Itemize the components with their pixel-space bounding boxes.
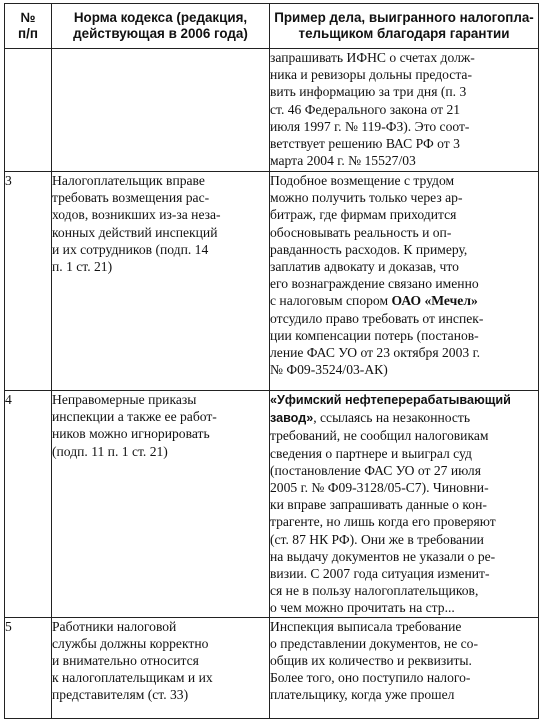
row-num-cell: 3 — [5, 172, 52, 391]
company-name-bold-cont: завод» — [270, 411, 314, 426]
row-norm-cell: Налогоплательщик вправе требовать возмещения рас- ходов, возникших из-за неза- конных действий инспекций и их сотрудников (подп. 14 п. 1 ст. 21) — [52, 172, 270, 391]
example-line-with-bold: с налоговым спором ОАО «Мечел» — [270, 293, 478, 309]
row-example-cell: Подобное возмещение с трудом можно получить только через ар- битраж, где фирмам приходится обосновывать реальность и оп- равданность расходов. К примеру, заплатив адвокату и доказав, что его вознаграждение связано именно с налоговым спором ОАО «Мечел» отсудило право требовать от инспек- ции компенсации потерь (постанов- ление ФАС УО от 23 октября 2003 г. № Ф09-3524/03-АК) — [270, 172, 539, 391]
row-num-cell: 5 — [5, 617, 52, 718]
row-num-cell: 4 — [5, 391, 52, 618]
row-norm-cell — [52, 49, 270, 172]
company-name-bold: «Уфимский нефтеперерабатывающий — [270, 393, 511, 407]
tax-code-table — [4, 3, 539, 719]
table-header-row — [5, 4, 539, 49]
row-norm-cell: Неправомерные приказы инспекции а также ее работ- ников можно игнорировать (подп. 11 п. 1 ст. 21) — [52, 391, 270, 618]
row-num-cell — [5, 49, 52, 172]
row-example-cell: Инспекция выписала требование о представлении документов, не со- общив их количество и реквизиты. Более того, оно поступило налого- плательщику, когда уже прошел — [270, 617, 539, 718]
table-row — [5, 391, 539, 618]
table-row — [5, 617, 539, 718]
row-example-cell: «Уфимский нефтеперерабатывающий завод», ссылаясь на незаконность требований, не сообщил налоговикам сведения о партнере и выиграл суд (постановление ФАС УО от 27 июля 2005 г. № Ф09-3128/05-С7). Чиновни- ки вправе запрашивать данные о кон- трагенте, но лишь когда его проверяют (ст. 87 НК РФ). Они же в требовании на выдачу документов не указали о ре- визии. С 2007 года ситуация изменит- ся не в пользу налогоплательщиков, о чем можно прочитать на стр... — [270, 391, 539, 618]
example-line-with-bold: завод», ссылаясь на незаконность — [270, 410, 471, 426]
header-norm: Норма кодекса (редакция, действующая в 2006 года) — [52, 4, 270, 49]
row-example-cell: запрашивать ИФНС о счетах долж- ника и ревизоры дольны предоста- вить информацию за три дня (п. 3 ст. 46 Федерального закона от 21 июля 1997 г. № 119-ФЗ). Это соот- ветствует решению ВАС РФ от 3 марта 2004 г. № 15527/03 — [270, 49, 539, 172]
table-row — [5, 49, 539, 172]
header-example: Пример дела, выигранного налогопла- тельщиком благодаря гарантии — [270, 4, 539, 49]
header-num: № п/п — [5, 4, 52, 49]
table-row — [5, 172, 539, 391]
row-norm-cell: Работники налоговой службы должны корректно и внимательно относится к налогоплательщикам и их представителям (ст. 33) — [52, 617, 270, 718]
company-name-bold: ОАО «Мечел» — [391, 293, 478, 309]
